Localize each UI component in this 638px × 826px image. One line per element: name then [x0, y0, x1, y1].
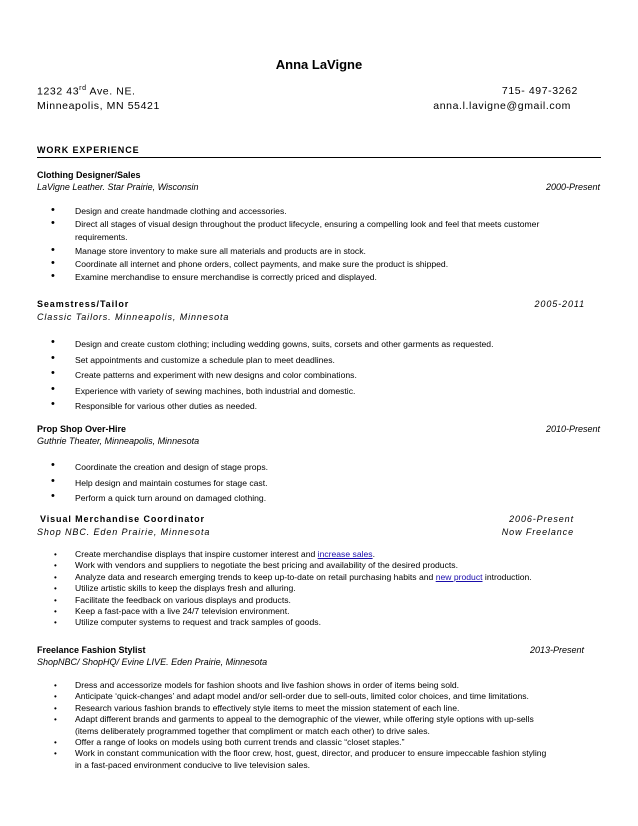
list-item: • Coordinate all internet and phone orders, collect payments, and make sure the product is shipped.: [51, 256, 449, 269]
section-title: WORK EXPERIENCE: [37, 145, 140, 155]
job-dates: 2010-Present: [545, 424, 600, 434]
job-title: Prop Shop Over-Hire: [37, 424, 127, 434]
list-item: • Keep a fast-pace with a live 24/7 television environment.: [54, 606, 290, 617]
bullet-icon: •: [51, 382, 55, 395]
bullet-icon: •: [54, 692, 57, 702]
bullet-icon: •: [54, 561, 57, 571]
bullet-icon: •: [51, 256, 55, 269]
bullet-icon: •: [54, 595, 57, 605]
new-product-link[interactable]: new product: [435, 571, 483, 582]
list-item: • Experience with variety of sewing machines, both industrial and domestic.: [51, 382, 356, 396]
section-divider: [37, 157, 601, 158]
bullet-icon: •: [54, 618, 57, 628]
bullet-icon: •: [54, 703, 57, 713]
list-item: • Adapt different brands and garments to appeal to the demographic of the viewer, while offering style options with up-sells (items deliberately programmed together that compliment or match each other) to drive sales.: [54, 714, 534, 736]
list-item: • Work with vendors and suppliers to negotiate the best pricing and availability of the desired products.: [54, 560, 458, 571]
list-item: • Responsible for various other duties as needed.: [51, 398, 258, 411]
list-item: • Coordinate the creation and design of stage props.: [51, 459, 269, 472]
job-bullets: [54, 549, 532, 629]
bullet-icon: •: [51, 204, 55, 216]
list-item: • Manage store inventory to make sure all materials and products are in stock.: [51, 243, 366, 256]
bullet-icon: •: [51, 217, 55, 230]
list-item: • Design and create handmade clothing and accessories.: [51, 204, 287, 216]
list-item: • Examine merchandise to ensure merchandise is correctly priced and displayed.: [51, 270, 377, 283]
bullet-icon: •: [54, 584, 57, 594]
job-title: Seamstress/Tailor: [37, 299, 130, 309]
bullet-icon: •: [54, 607, 57, 617]
list-item: • Offer a range of looks on models using both current trends and classic “closet staples.”: [54, 737, 405, 748]
email-address: anna.l.lavigne@gmail.com: [433, 100, 571, 112]
bullet-icon: •: [54, 550, 57, 559]
bullet-icon: •: [51, 490, 55, 502]
list-item: • Utilize computer systems to request and track samples of goods.: [54, 617, 321, 628]
job-title: Freelance Fashion Stylist: [37, 645, 146, 655]
job-dates: 2013-Present: [529, 645, 584, 655]
list-item: • Facilitate the feedback on various displays and products.: [54, 594, 291, 605]
job-status: Now Freelance: [501, 527, 574, 537]
job-company: Guthrie Theater, Minneapolis, Minnesota: [37, 436, 200, 446]
job-dates: 2006-Present: [509, 514, 574, 524]
list-item: • Work in constant communication with the floor crew, host, guest, director, and producer to ensure impeccable fashion styling in a fast-paced environment conducive to live television sales.: [54, 748, 547, 770]
job-bullets: [51, 204, 540, 284]
list-item: • Utilize artistic skills to keep the displays fresh and alluring.: [54, 583, 296, 594]
candidate-name: Anna LaVigne: [275, 57, 363, 72]
increase-sales-link[interactable]: increase sales: [317, 549, 373, 559]
job-company: Classic Tailors. Minneapolis, Minnesota: [37, 312, 230, 322]
job-bullets: [54, 680, 547, 771]
list-item: • Anticipate ‘quick-changes’ and adapt model and/or sell-order due to sell-outs, limited color choices, and time limitations.: [54, 691, 529, 702]
street-name: Ave. NE.: [86, 85, 136, 98]
bullet-icon: •: [54, 572, 57, 582]
city-line: Minneapolis, MN 55421: [37, 100, 160, 112]
list-item: • Design and create custom clothing; including wedding gowns, suits, corsets and other garments as requested.: [51, 336, 494, 349]
bullet-icon: •: [51, 270, 55, 283]
job-company: LaVigne Leather. Star Prairie, Wisconsin: [37, 182, 199, 192]
bullet-icon: •: [51, 367, 55, 379]
bullet-icon: •: [54, 749, 57, 759]
job-bullets: [51, 459, 269, 507]
address-line: [37, 85, 136, 98]
job-company: Shop NBC. Eden Prairie, Minnesota: [37, 527, 211, 537]
bullet-icon: •: [54, 715, 57, 725]
list-item: • Analyze data and research emerging trends to keep up-to-date on retail purchasing habits and new product introduction.: [54, 571, 532, 582]
job-title: Visual Merchandise Coordinator: [40, 514, 205, 524]
bullet-icon: •: [54, 681, 57, 690]
bullet-icon: •: [51, 474, 55, 487]
bullet-icon: •: [51, 398, 55, 410]
bullet-icon: •: [51, 336, 55, 348]
list-item: • Set appointments and customize a schedule plan to meet deadlines.: [51, 351, 335, 365]
job-dates: 2000-Present: [545, 182, 600, 192]
job-title: Clothing Designer/Sales: [37, 170, 141, 180]
street-number: 1232 43: [37, 85, 80, 98]
list-item: • Perform a quick turn around on damaged clothing.: [51, 490, 267, 503]
phone-number: 715- 497-3262: [501, 85, 578, 97]
job-company: ShopNBC/ ShopHQ/ Evine LIVE. Eden Prairie, Minnesota: [37, 657, 268, 667]
list-item: • Create merchandise displays that inspire customer interest and increase sales.: [54, 549, 375, 559]
street-suffix: rd: [79, 85, 87, 92]
list-item: • Direct all stages of visual design throughout the product lifecycle, ensuring a compelling look and feel that meets customer requirements.: [51, 217, 540, 243]
list-item: • Help design and maintain costumes for stage cast.: [51, 474, 268, 488]
bullet-icon: •: [54, 738, 57, 748]
bullet-icon: •: [51, 351, 55, 364]
job-dates: 2005-2011: [534, 299, 585, 309]
bullet-icon: •: [51, 243, 55, 256]
list-item: • Create patterns and experiment with new designs and color combinations.: [51, 367, 357, 380]
list-item: • Dress and accessorize models for fashion shoots and live fashion shows in order of items being sold.: [54, 680, 460, 690]
bullet-icon: •: [51, 459, 55, 471]
job-bullets: [51, 336, 494, 415]
list-item: • Research various fashion brands to effectively style items to meet the mission statement of each line.: [54, 702, 460, 713]
